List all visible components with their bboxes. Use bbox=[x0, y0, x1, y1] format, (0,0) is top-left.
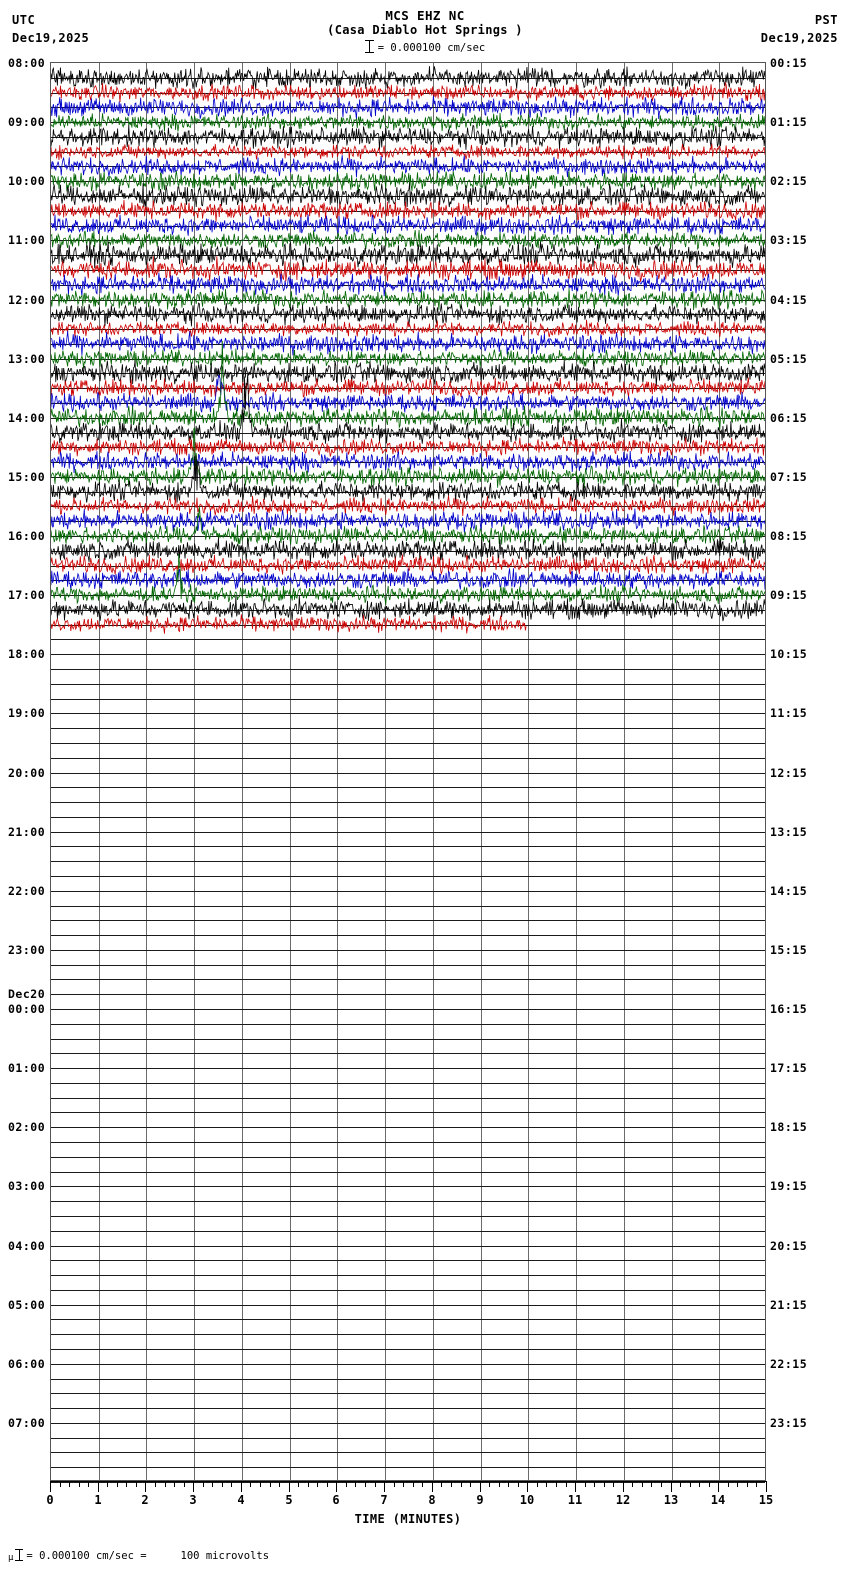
x-tick-minor bbox=[107, 1481, 108, 1487]
x-tick-minor bbox=[451, 1481, 452, 1487]
scale-legend-text: = 0.000100 cm/sec bbox=[377, 42, 486, 54]
x-tick-major bbox=[193, 1481, 194, 1492]
utc-hour-label: 11:00 bbox=[8, 233, 46, 248]
x-tick-minor bbox=[489, 1481, 490, 1487]
pst-hour-label: 04:15 bbox=[770, 292, 808, 307]
pst-hour-label: 00:15 bbox=[770, 56, 808, 70]
x-tick-minor bbox=[690, 1481, 691, 1487]
x-tick-minor bbox=[508, 1481, 509, 1487]
pst-hour-label: 21:15 bbox=[770, 1297, 808, 1312]
x-tick-minor bbox=[298, 1481, 299, 1487]
x-tick-label: 1 bbox=[94, 1493, 102, 1507]
x-tick-major bbox=[527, 1481, 528, 1492]
seismic-trace bbox=[51, 348, 765, 368]
utc-hour-label: 06:00 bbox=[8, 1356, 46, 1371]
x-tick-major bbox=[575, 1481, 576, 1492]
x-tick-minor bbox=[79, 1481, 80, 1487]
x-tick-label: 14 bbox=[710, 1493, 726, 1507]
day-change-marker: Dec20 bbox=[8, 987, 46, 1001]
pst-hour-label: 06:15 bbox=[770, 410, 808, 425]
x-tick-major bbox=[480, 1481, 481, 1492]
x-tick-minor bbox=[632, 1481, 633, 1487]
micro-symbol: μ bbox=[8, 1553, 14, 1563]
seismic-trace bbox=[51, 183, 765, 207]
seismic-trace bbox=[51, 113, 765, 132]
x-tick-minor bbox=[422, 1481, 423, 1487]
x-tick-minor bbox=[174, 1481, 175, 1487]
x-tick-minor bbox=[203, 1481, 204, 1487]
pst-hour-label: 17:15 bbox=[770, 1061, 808, 1076]
x-tick-label: 12 bbox=[615, 1493, 631, 1507]
pst-hour-label: 13:15 bbox=[770, 824, 808, 839]
x-tick-minor bbox=[327, 1481, 328, 1487]
utc-timezone-label: UTC bbox=[12, 13, 36, 27]
utc-hour-label: 19:00 bbox=[8, 706, 46, 721]
x-tick-major bbox=[336, 1481, 337, 1492]
x-tick-major bbox=[241, 1481, 242, 1492]
x-tick-label: 7 bbox=[380, 1493, 388, 1507]
pst-hour-label: 05:15 bbox=[770, 351, 808, 366]
x-tick-minor bbox=[231, 1481, 232, 1487]
x-tick-minor bbox=[317, 1481, 318, 1487]
x-tick-minor bbox=[651, 1481, 652, 1487]
pst-hour-label: 20:15 bbox=[770, 1238, 808, 1253]
x-tick-minor bbox=[375, 1481, 376, 1487]
footer-scale-note bbox=[8, 1549, 269, 1563]
x-tick-minor bbox=[126, 1481, 127, 1487]
x-tick-minor bbox=[60, 1481, 61, 1487]
utc-hour-label: 14:00 bbox=[8, 410, 46, 425]
x-tick-minor bbox=[155, 1481, 156, 1487]
x-tick-minor bbox=[365, 1481, 366, 1487]
utc-hour-label: 22:00 bbox=[8, 883, 46, 898]
scale-bar-icon bbox=[365, 40, 374, 53]
x-tick-minor bbox=[461, 1481, 462, 1487]
utc-hour-label: 09:00 bbox=[8, 115, 46, 130]
pst-hour-label: 15:15 bbox=[770, 942, 808, 957]
x-tick-minor bbox=[594, 1481, 595, 1487]
x-tick-minor bbox=[585, 1481, 586, 1487]
x-tick-label: 2 bbox=[141, 1493, 149, 1507]
utc-hour-label: 18:00 bbox=[8, 647, 46, 662]
utc-hour-label: 05:00 bbox=[8, 1297, 46, 1312]
utc-hour-label: 17:00 bbox=[8, 588, 46, 603]
x-tick-minor bbox=[756, 1481, 757, 1487]
seismic-traces-layer bbox=[51, 63, 765, 1480]
x-tick-label: 15 bbox=[758, 1493, 774, 1507]
seismic-trace bbox=[51, 96, 765, 120]
utc-hour-label: 08:00 bbox=[8, 56, 46, 70]
x-tick-minor bbox=[680, 1481, 681, 1487]
x-tick-minor bbox=[661, 1481, 662, 1487]
pst-hour-label: 18:15 bbox=[770, 1120, 808, 1135]
footer-scale-value: 100 microvolts bbox=[180, 1550, 270, 1562]
x-tick-minor bbox=[270, 1481, 271, 1487]
x-tick-minor bbox=[117, 1481, 118, 1487]
x-axis-baseline bbox=[50, 1481, 766, 1482]
x-tick-minor bbox=[546, 1481, 547, 1487]
seismic-trace bbox=[51, 495, 765, 516]
station-channel-title: MCS EHZ NC bbox=[385, 8, 465, 23]
utc-hour-label: 23:00 bbox=[8, 942, 46, 957]
x-axis-title: TIME (MINUTES) bbox=[354, 1512, 462, 1526]
x-tick-minor bbox=[699, 1481, 700, 1487]
utc-hour-label: 15:00 bbox=[8, 469, 46, 484]
utc-hour-label: 10:00 bbox=[8, 174, 46, 189]
x-tick-major bbox=[384, 1481, 385, 1492]
seismic-trace bbox=[51, 331, 765, 356]
x-tick-minor bbox=[308, 1481, 309, 1487]
x-tick-label: 4 bbox=[237, 1493, 245, 1507]
x-tick-minor bbox=[413, 1481, 414, 1487]
utc-hour-label: 07:00 bbox=[8, 1415, 46, 1430]
x-tick-minor bbox=[136, 1481, 137, 1487]
pst-date-label: Dec19,2025 bbox=[760, 31, 838, 45]
x-tick-label: 0 bbox=[46, 1493, 54, 1507]
utc-date-label: Dec19,2025 bbox=[12, 31, 90, 45]
seismic-trace bbox=[51, 66, 765, 89]
pst-hour-label: 19:15 bbox=[770, 1179, 808, 1194]
pst-hour-label: 09:15 bbox=[770, 588, 808, 603]
x-tick-label: 6 bbox=[332, 1493, 340, 1507]
x-tick-minor bbox=[642, 1481, 643, 1487]
x-tick-major bbox=[671, 1481, 672, 1492]
x-tick-major bbox=[145, 1481, 146, 1492]
seismic-trace bbox=[51, 375, 765, 412]
seismic-trace bbox=[51, 273, 765, 297]
x-tick-minor bbox=[88, 1481, 89, 1487]
x-tick-label: 9 bbox=[476, 1493, 484, 1507]
x-tick-label: 8 bbox=[428, 1493, 436, 1507]
x-tick-major bbox=[623, 1481, 624, 1492]
seismic-trace bbox=[51, 378, 765, 399]
x-tick-major bbox=[98, 1481, 99, 1492]
utc-hour-label: 03:00 bbox=[8, 1179, 46, 1194]
x-tick-label: 3 bbox=[189, 1493, 197, 1507]
x-tick-label: 5 bbox=[285, 1493, 293, 1507]
pst-hour-label: 16:15 bbox=[770, 1002, 808, 1016]
utc-hour-label: 13:00 bbox=[8, 351, 46, 366]
utc-hour-label: 20:00 bbox=[8, 765, 46, 780]
station-name-subtitle: (Casa Diablo Hot Springs ) bbox=[327, 23, 523, 37]
footer-scale-bar-icon bbox=[15, 1549, 23, 1561]
x-tick-minor bbox=[394, 1481, 395, 1487]
pst-timezone-label: PST bbox=[814, 13, 838, 27]
pst-hour-label: 08:15 bbox=[770, 529, 808, 543]
x-tick-minor bbox=[537, 1481, 538, 1487]
seismic-trace bbox=[51, 360, 765, 386]
seismic-trace bbox=[51, 155, 765, 177]
seismic-trace bbox=[51, 437, 765, 457]
x-tick-minor bbox=[499, 1481, 500, 1487]
x-tick-minor bbox=[403, 1481, 404, 1487]
x-tick-minor bbox=[212, 1481, 213, 1487]
pst-hour-label: 22:15 bbox=[770, 1356, 808, 1371]
x-tick-minor bbox=[441, 1481, 442, 1487]
utc-hour-label: 12:00 bbox=[8, 292, 46, 307]
seismic-trace bbox=[51, 507, 765, 545]
x-tick-label: 13 bbox=[663, 1493, 679, 1507]
seismic-trace bbox=[51, 428, 765, 488]
pst-hour-label: 01:15 bbox=[770, 115, 808, 130]
x-tick-minor bbox=[346, 1481, 347, 1487]
pst-hour-label: 23:15 bbox=[770, 1415, 808, 1430]
x-tick-minor bbox=[709, 1481, 710, 1487]
utc-hour-label: 02:00 bbox=[8, 1120, 46, 1135]
pst-hour-label: 14:15 bbox=[770, 883, 808, 898]
x-tick-minor bbox=[470, 1481, 471, 1487]
x-tick-major bbox=[718, 1481, 719, 1492]
pst-hour-label: 11:15 bbox=[770, 706, 808, 721]
x-tick-minor bbox=[747, 1481, 748, 1487]
utc-hour-label: 04:00 bbox=[8, 1238, 46, 1253]
x-tick-minor bbox=[69, 1481, 70, 1487]
x-tick-minor bbox=[737, 1481, 738, 1487]
pst-hour-label: 02:15 bbox=[770, 174, 808, 189]
x-tick-major bbox=[50, 1481, 51, 1492]
x-tick-minor bbox=[613, 1481, 614, 1487]
x-tick-minor bbox=[165, 1481, 166, 1487]
x-tick-minor bbox=[556, 1481, 557, 1487]
x-tick-minor bbox=[355, 1481, 356, 1487]
x-tick-major bbox=[289, 1481, 290, 1492]
x-tick-minor bbox=[566, 1481, 567, 1487]
x-tick-minor bbox=[260, 1481, 261, 1487]
helicorder-plot[interactable] bbox=[50, 62, 766, 1481]
seismic-trace bbox=[51, 568, 765, 590]
seismic-trace bbox=[51, 200, 765, 222]
x-tick-major bbox=[432, 1481, 433, 1492]
utc-hour-label: 16:00 bbox=[8, 529, 46, 543]
pst-hour-label: 12:15 bbox=[770, 765, 808, 780]
x-tick-minor bbox=[518, 1481, 519, 1487]
pst-hour-label: 10:15 bbox=[770, 647, 808, 662]
utc-hour-label: 01:00 bbox=[8, 1061, 46, 1076]
footer-scale-prefix: = 0.000100 cm/sec = bbox=[26, 1550, 147, 1562]
seismic-trace bbox=[51, 537, 765, 563]
x-tick-minor bbox=[222, 1481, 223, 1487]
x-tick-label: 10 bbox=[519, 1493, 535, 1507]
seismic-trace bbox=[51, 320, 765, 337]
seismic-trace bbox=[51, 143, 765, 160]
seismic-trace bbox=[51, 214, 765, 235]
utc-hour-label: 21:00 bbox=[8, 824, 46, 839]
x-tick-minor bbox=[728, 1481, 729, 1487]
x-tick-minor bbox=[604, 1481, 605, 1487]
amplitude-scale-legend bbox=[0, 40, 850, 54]
x-tick-minor bbox=[279, 1481, 280, 1487]
x-tick-label: 11 bbox=[567, 1493, 583, 1507]
x-tick-minor bbox=[250, 1481, 251, 1487]
pst-hour-label: 07:15 bbox=[770, 469, 808, 484]
utc-hour-label: 00:00 bbox=[8, 1002, 46, 1016]
pst-hour-label: 03:15 bbox=[770, 233, 808, 248]
x-tick-major bbox=[766, 1481, 767, 1492]
x-tick-minor bbox=[184, 1481, 185, 1487]
